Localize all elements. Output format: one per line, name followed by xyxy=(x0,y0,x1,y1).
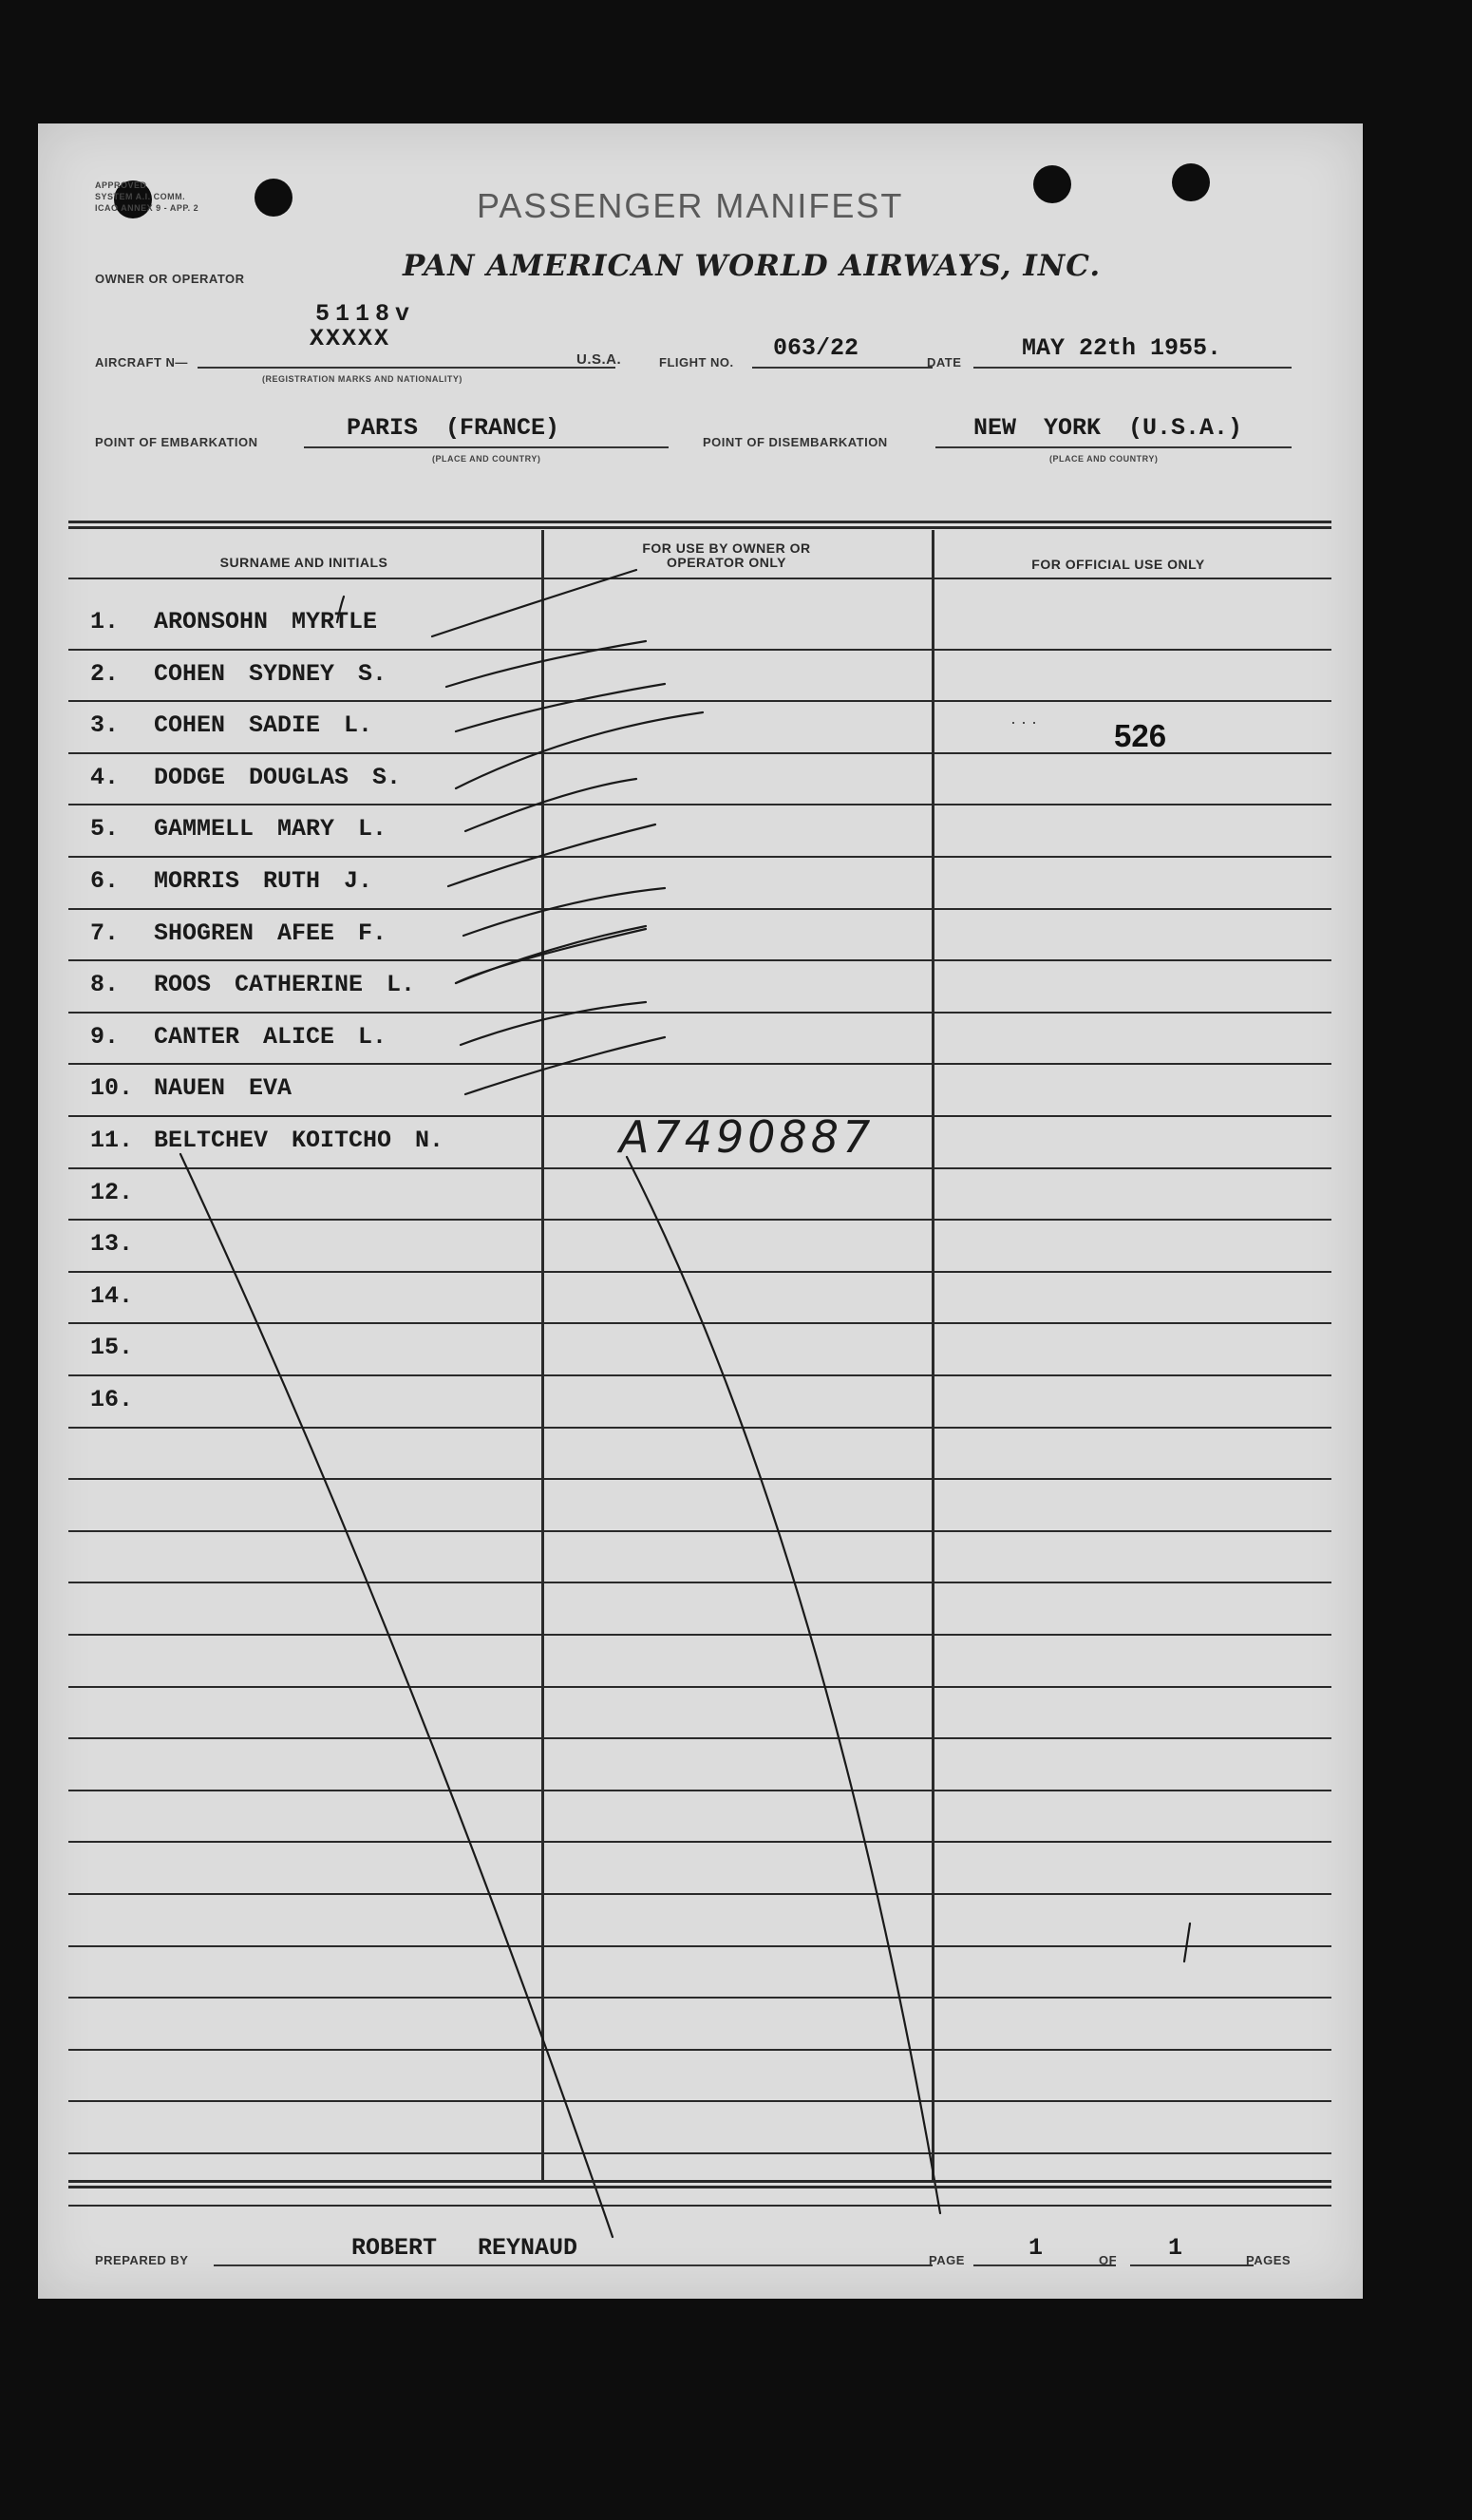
owner-label: OWNER OR OPERATOR xyxy=(95,272,245,286)
prepared-by-underline xyxy=(214,2264,933,2266)
passenger-name: CANTER ALICE L. xyxy=(154,1022,387,1051)
page-value: 1 xyxy=(1029,2234,1044,2262)
passenger-name: COHEN SYDNEY S. xyxy=(154,659,387,688)
passenger-number: 2. xyxy=(90,659,120,688)
check-stroke xyxy=(456,712,703,788)
passenger-name: ROOS CATHERINE L. xyxy=(154,971,416,999)
pages-label: PAGES xyxy=(1246,2253,1292,2267)
passenger-name: NAUEN EVA xyxy=(154,1074,293,1103)
registration-caption: (REGISTRATION MARKS AND NATIONALITY) xyxy=(262,374,462,384)
operator-name: PAN AMERICAN WORLD AIRWAYS, INC. xyxy=(403,249,1102,283)
passenger-number: 6. xyxy=(90,867,120,895)
passenger-number: 8. xyxy=(90,971,120,999)
passenger-number: 4. xyxy=(90,763,120,791)
passenger-number: 11. xyxy=(90,1127,134,1154)
approval-line-3: ICAO ANNEX 9 - APP. 2 xyxy=(95,203,199,213)
check-stroke xyxy=(465,1037,665,1094)
check-stroke xyxy=(465,779,636,831)
pen-marks xyxy=(38,123,1363,2299)
passenger-name: SHOGREN AFEE F. xyxy=(154,919,387,947)
column-header-official-use: FOR OFFICIAL USE ONLY xyxy=(1031,557,1205,572)
disembarkation-caption: (PLACE AND COUNTRY) xyxy=(1049,454,1159,464)
approval-line-1: APPROVED xyxy=(95,180,147,190)
disembarkation-label: POINT OF DISEMBARKATION xyxy=(703,435,888,449)
aircraft-crossed-marks: XXXXX xyxy=(310,325,391,352)
passenger-number: 14. xyxy=(90,1281,134,1310)
embarkation-label: POINT OF EMBARKATION xyxy=(95,435,258,449)
passenger-name: GAMMELL MARY L. xyxy=(154,815,387,843)
passenger-name: MORRIS RUTH J. xyxy=(154,867,373,895)
form-title: PASSENGER MANIFEST xyxy=(477,186,904,225)
long-stroke xyxy=(627,1157,940,2213)
column-header-surname: SURNAME AND INITIALS xyxy=(219,555,388,570)
of-value: 1 xyxy=(1168,2234,1183,2262)
date-label: DATE xyxy=(927,355,962,369)
manifest-sheet xyxy=(38,123,1363,2299)
check-stroke xyxy=(461,1002,646,1045)
passenger-number: 15. xyxy=(90,1334,134,1362)
passenger-name: COHEN SADIE L. xyxy=(154,711,373,740)
page-underline xyxy=(973,2264,1116,2266)
nationality: U.S.A. xyxy=(576,351,622,368)
aircraft-number: 5118v xyxy=(315,300,416,328)
passenger-number: 3. xyxy=(90,711,120,740)
check-stroke xyxy=(337,597,344,622)
passenger-number: 5. xyxy=(90,815,120,843)
passenger-number: 13. xyxy=(90,1230,134,1259)
page-label: PAGE xyxy=(929,2253,965,2267)
disembarkation-value: NEW YORK (U.S.A.) xyxy=(973,414,1243,442)
check-stroke xyxy=(456,929,646,983)
aircraft-label: AIRCRAFT N— xyxy=(95,355,188,369)
passenger-number: 16. xyxy=(90,1386,134,1413)
column-header-owner-use: FOR USE BY OWNER OR OPERATOR ONLY xyxy=(642,540,811,570)
official-dots: · · · xyxy=(1010,712,1037,731)
flight-label: FLIGHT NO. xyxy=(659,355,734,369)
of-underline xyxy=(1130,2264,1254,2266)
prepared-by-value: ROBERT REYNAUD xyxy=(351,2234,578,2262)
flight-number: 063/22 xyxy=(773,334,859,362)
table-bottom-rule xyxy=(68,2186,1331,2188)
short-tick xyxy=(1184,1923,1190,1961)
check-stroke xyxy=(432,570,636,636)
table-bottom-rule xyxy=(68,2180,1331,2183)
passenger-number: 7. xyxy=(90,919,120,947)
embarkation-value: PARIS (FRANCE) xyxy=(347,414,560,442)
date-value: MAY 22th 1955. xyxy=(1022,334,1222,362)
approval-line-2: SYSTEM A.I. COMM. xyxy=(95,192,186,201)
check-stroke xyxy=(446,641,646,687)
embarkation-caption: (PLACE AND COUNTRY) xyxy=(432,454,541,464)
passenger-number: 10. xyxy=(90,1074,134,1103)
passenger-name: DODGE DOUGLAS S. xyxy=(154,763,402,791)
passenger-number: 1. xyxy=(90,608,120,635)
passenger-name: ARONSOHN MYRTLE xyxy=(154,608,378,635)
handwritten-document-number: A7490887 xyxy=(619,1111,875,1163)
official-number: 526 xyxy=(1114,718,1167,753)
of-label: OF xyxy=(1099,2253,1118,2267)
passenger-number: 12. xyxy=(90,1178,134,1206)
passenger-number: 9. xyxy=(90,1022,120,1051)
prepared-by-label: PREPARED BY xyxy=(95,2253,189,2267)
long-stroke xyxy=(180,1154,613,2237)
check-stroke xyxy=(448,824,655,886)
passenger-name: BELTCHEV KOITCHO N. xyxy=(154,1127,444,1154)
